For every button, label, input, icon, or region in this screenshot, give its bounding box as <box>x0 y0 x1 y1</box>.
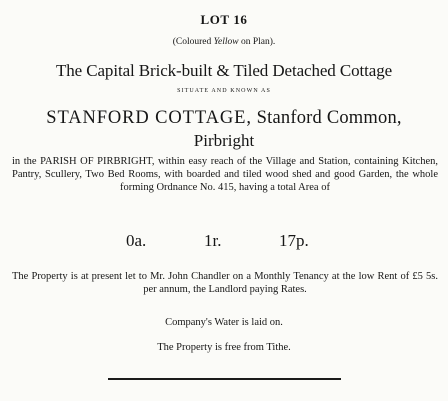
area-perches: 17p. <box>279 231 309 250</box>
property-description-paragraph: in the PARISH OF PIRBRIGHT, within easy reach of the Village and Station, containing Kitchen, Pantry, Scullery, Two Bed Rooms, with boarded and tiled wood shed and good Garden, the whole forming Ordnance No. 415, having a total Area of <box>12 156 438 193</box>
plan-note-close: on Plan). <box>238 37 276 47</box>
closing-rule <box>108 378 341 380</box>
area-roods: 1r. <box>204 231 222 250</box>
tenancy-paragraph: The Property is at present let to Mr. John Chandler on a Monthly Tenancy at the low Rent of £5 5s. per annum, the Landlord paying Rates. <box>12 271 438 295</box>
plan-note-open: (Coloured <box>172 37 214 47</box>
property-name <box>0 109 448 128</box>
area-acres: 0a. <box>126 231 147 250</box>
area-values <box>0 232 448 252</box>
property-name-rest: Stanford Common, <box>251 108 402 128</box>
plan-note-colour: Yellow <box>213 37 239 47</box>
water-note: Company's Water is laid on. <box>165 317 283 328</box>
plan-colour-note <box>0 38 448 48</box>
property-town: Pirbright <box>193 131 255 150</box>
property-name-caps: STANFORD COTTAGE, <box>46 108 252 128</box>
situate-known-as: SITUATE AND KNOWN AS <box>177 88 271 94</box>
lot-heading: LOT 16 <box>200 12 248 27</box>
tithe-note: The Property is free from Tithe. <box>157 342 291 353</box>
property-description-title: The Capital Brick-built & Tiled Detached Cottage <box>55 61 393 80</box>
